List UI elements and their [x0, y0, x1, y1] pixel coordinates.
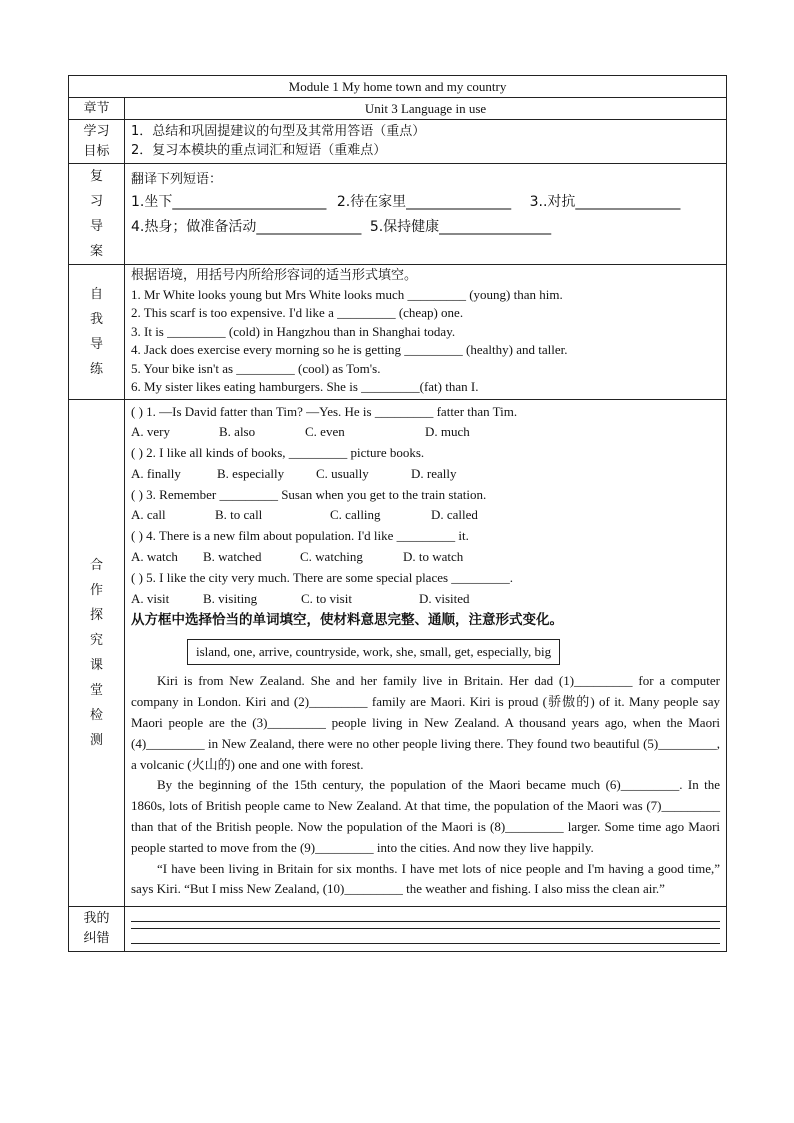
question-options — [131, 464, 720, 485]
review-phrase: 3..对抗_______________ — [529, 194, 681, 210]
goals-label-bottom: 目标 — [83, 143, 110, 159]
review-label-char: 习 — [89, 194, 103, 209]
worksheet-table — [68, 75, 727, 952]
option: D. really — [411, 465, 457, 481]
cloze-paragraph: Kiri is from New Zealand. She and her family live in Britain. Her dad (1)_________ for a computer company in London. Kiri and (2)_________ family are Maori. Kiri is proud (骄傲的) of it. Many people say Maori people are the (3)_________ people living in New Zealand. A thousand years ago, when the Maori (4)_________ in New Zealand, there were no other people living there. They found two beautiful (5)_________, a volcanic (火山的) one and one with forest. — [131, 673, 721, 772]
self-label-char: 练 — [89, 361, 103, 377]
self-item: 5. Your bike isn't as _________ (cool) as Tom's. — [131, 360, 381, 376]
self-item: 3. It is _________ (cold) in Hangzhou than in Shanghai today. — [131, 323, 456, 339]
self-item: 4. Jack does exercise every morning so he is getting _________ (healthy) and taller. — [131, 342, 568, 357]
question-options — [131, 505, 720, 526]
review-phrase: 1.坐下______________________ — [131, 194, 327, 210]
goals-row — [69, 120, 727, 164]
coop-label-char: 合 — [89, 557, 103, 573]
coop-label-char: 测 — [89, 732, 103, 748]
goal-item: 1．总结和巩固提建议的句型及其常用答语（重点） — [131, 124, 426, 139]
option: C. to visit — [301, 590, 352, 606]
unit-label: 章节 — [69, 98, 125, 120]
option: A. very — [131, 424, 170, 440]
review-phrase-row — [131, 215, 720, 240]
multiple-choice-list — [131, 402, 720, 610]
cloze-paragraph: By the beginning of the 15th century, the population of the Maori became much (6)_________. In the 1860s, lots of British people came to New Zealand. At that time, the population of the Maori was (7)_________ than that of the British people. Now the population of the Maori is (8)_________ larger. Some time ago Maori people started to move from the (9)_________ into the cities. And now they live happily. — [131, 777, 721, 855]
option: B. especially — [217, 465, 285, 481]
review-phrase: 5.保持健康________________ — [369, 219, 552, 235]
self-label-char: 我 — [89, 311, 103, 327]
coop-label-char: 作 — [89, 582, 103, 598]
review-label-char: 复 — [89, 169, 103, 184]
question — [131, 402, 720, 444]
self-label — [69, 265, 125, 400]
correction-label — [69, 907, 125, 952]
self-item: 6. My sister likes eating hamburgers. She is _________(fat) than I. — [131, 379, 479, 394]
question-stem: ( ) 3. Remember _________ Susan when you get to the train station. — [131, 486, 487, 502]
question — [131, 443, 720, 485]
unit-title: Unit 3 Language in use — [125, 98, 727, 120]
option: A. visit — [131, 590, 170, 606]
question-stem: ( ) 2. I like all kinds of books, _________ picture books. — [131, 445, 425, 461]
question-options — [131, 422, 720, 443]
review-phrase: 2.待在家里_______________ — [336, 194, 512, 210]
coop-label-char: 堂 — [89, 682, 103, 698]
cloze-paragraph: “I have been living in Britain for six months. I have met lots of nice people and I'm having a good time,” says Kiri. “But I miss New Zealand, (10)_________ the weather and fishing. I also miss the clean air.” — [131, 860, 721, 897]
question — [131, 485, 720, 527]
option: B. watched — [203, 549, 262, 565]
review-content — [125, 164, 727, 265]
question — [131, 526, 720, 568]
review-phrase-row — [131, 190, 720, 215]
word-box: island, one, arrive, countryside, work, she, small, get, especially, big — [187, 639, 560, 665]
review-phrase: 4.热身；做准备活动_______________ — [131, 219, 362, 235]
goals-content — [125, 120, 727, 164]
option: B. visiting — [203, 590, 258, 606]
option: A. finally — [131, 465, 181, 481]
coop-label-char: 究 — [89, 632, 103, 648]
option: A. call — [131, 507, 166, 523]
question-options — [131, 547, 720, 568]
option: B. to call — [215, 507, 263, 523]
goals-label-top: 学习 — [83, 123, 110, 139]
self-label-char: 自 — [89, 286, 103, 302]
writing-line — [131, 929, 720, 944]
question-stem: ( ) 5. I like the city very much. There are some special places _________. — [131, 569, 514, 585]
self-label-char: 导 — [89, 336, 103, 352]
coop-label-char: 探 — [89, 607, 103, 623]
title-row — [69, 76, 727, 98]
review-label — [69, 164, 125, 265]
correction-row — [69, 907, 727, 952]
option: D. much — [425, 424, 470, 440]
review-label-char: 案 — [89, 244, 103, 259]
option: C. usually — [316, 465, 369, 481]
option: B. also — [219, 424, 256, 440]
cloze-instruction: 从方框中选择恰当的单词填空，使材料意思完整、通顺，注意形式变化。 — [131, 612, 563, 629]
writing-line — [131, 922, 720, 929]
review-label-char: 导 — [89, 219, 103, 234]
coop-label-char: 检 — [89, 707, 103, 723]
self-instruction: 根据语境，用括号内所给形容词的适当形式填空。 — [131, 268, 418, 283]
question — [131, 568, 720, 610]
writing-line — [131, 909, 720, 922]
option: D. called — [431, 507, 478, 523]
question-stem: ( ) 1. —Is David fatter than Tim? —Yes. He is _________ fatter than Tim. — [131, 403, 518, 419]
option: C. even — [305, 424, 345, 440]
coop-content — [125, 399, 727, 907]
option: C. watching — [300, 549, 363, 565]
review-row — [69, 164, 727, 265]
option: D. to watch — [403, 549, 464, 565]
module-title: Module 1 My home town and my country — [69, 76, 727, 98]
review-instruction: 翻译下列短语： — [131, 172, 223, 187]
question-options — [131, 589, 720, 610]
option: A. watch — [131, 549, 178, 565]
coop-label — [69, 399, 125, 907]
coop-row — [69, 399, 727, 907]
self-row — [69, 265, 727, 400]
goal-item: 2．复习本模块的重点词汇和短语（重难点） — [131, 142, 387, 158]
question-stem: ( ) 4. There is a new film about population. I'd like _________ it. — [131, 528, 469, 544]
self-content — [125, 265, 727, 400]
correction-label-top: 我的 — [83, 911, 110, 927]
option: C. calling — [330, 507, 381, 523]
self-item: 2. This scarf is too expensive. I'd like a _________ (cheap) one. — [131, 305, 464, 320]
goals-label — [69, 120, 125, 164]
unit-row — [69, 98, 727, 120]
correction-area[interactable] — [125, 907, 727, 952]
self-item: 1. Mr White looks young but Mrs White looks much _________ (young) than him. — [131, 286, 563, 302]
coop-label-char: 课 — [89, 657, 103, 673]
correction-label-bottom: 纠错 — [83, 931, 110, 947]
option: D. visited — [419, 590, 470, 606]
